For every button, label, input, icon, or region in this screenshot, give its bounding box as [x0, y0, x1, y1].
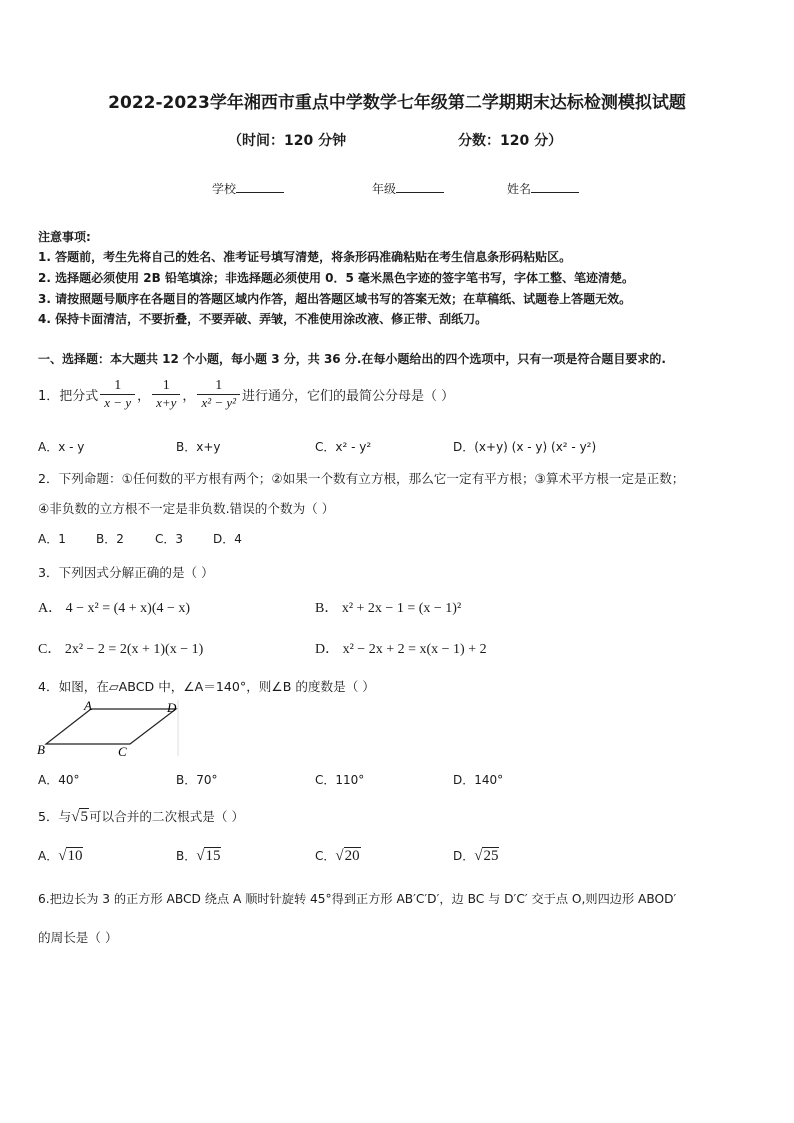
grade-field — [372, 180, 444, 197]
sqrt-expression: √5 — [71, 809, 88, 825]
vertex-label-c: C — [118, 744, 127, 759]
vertex-label-a: A — [84, 698, 92, 713]
q1-prefix: 1．把分式 — [38, 389, 99, 404]
school-blank[interactable] — [236, 180, 284, 193]
question-6-line1: 6.把边长为 3 的正方形 ABCD 绕点 A 顺时针旋转 45°得到正方形 AB′C′D′，边 BC 与 D′C′ 交于点 O,则四边形 ABOD′ — [38, 892, 677, 906]
q5-option-b[interactable]: B．√15 — [176, 848, 221, 864]
q1-option-b[interactable]: B．x+y — [176, 440, 221, 454]
q5-option-a[interactable]: A．√10 — [38, 848, 83, 864]
note-item: 2. 选择题必须使用 2B 铅笔填涂；非选择题必须使用 0．5 毫米黑色字迹的签字笔书写，字体工整、笔迹清楚。 — [38, 271, 634, 285]
section-heading: 一、选择题：本大题共 12 个小题，每小题 3 分，共 36 分.在每小题给出的四个选项中，只有一项是符合题目要求的. — [38, 352, 666, 366]
question-2-line1: 2．下列命题：①任何数的平方根有两个；②如果一个数有立方根，那么它一定有平方根；③算术平方根一定是正数； — [38, 471, 685, 486]
q4-option-b[interactable]: B．70° — [176, 773, 218, 787]
name-field — [507, 180, 579, 197]
q5-prefix: 5．与 — [38, 809, 72, 824]
q1-option-d[interactable]: D．(x+y) (x - y) (x² - y²) — [453, 440, 597, 454]
q3-option-b[interactable]: B． x² + 2x − 1 = (x − 1)² — [315, 601, 462, 616]
q1-option-a[interactable]: A．x - y — [38, 440, 85, 454]
school-field — [212, 180, 284, 197]
q2-option-d[interactable]: D．4 — [213, 532, 242, 546]
q3-option-a[interactable]: A． 4 − x² = (4 + x)(4 − x) — [38, 601, 191, 616]
q5-suffix: 可以合并的二次根式是（ ） — [88, 809, 245, 824]
name-blank[interactable] — [531, 180, 579, 193]
question-3-stem: 3．下列因式分解正确的是（ ） — [38, 565, 214, 580]
question-1-stem: 1．把分式 $\frac{1}{x - y}$ ， $\frac{1}{x+y}$ ， $\frac{1}{\text{x² − y²}}$ 进行通分，它们的最简公分母是（ ） — [38, 378, 455, 410]
q3-option-d[interactable]: D． x² − 2x + 2 = x(x − 1) + 2 — [315, 642, 487, 657]
q2-option-c[interactable]: C．3 — [155, 532, 184, 546]
note-item: 4. 保持卡面清洁，不要折叠，不要弄破、弄皱，不准使用涂改液、修正带、刮纸刀。 — [38, 312, 488, 326]
q4-option-a[interactable]: A．40° — [38, 773, 80, 787]
parallelogram-figure — [36, 698, 186, 760]
name-label: 姓名 — [507, 182, 532, 196]
q3-option-c[interactable]: C． 2x² − 2 = 2(x + 1)(x − 1) — [38, 642, 204, 657]
q1-suffix: 进行通分，它们的最简公分母是（ ） — [242, 389, 455, 404]
question-2-line2: ④非负数的立方根不一定是非负数.错误的个数为（ ） — [38, 501, 335, 516]
notes-heading: 注意事项: — [38, 230, 91, 244]
question-5-stem — [38, 806, 244, 826]
note-item: 1. 答题前，考生先将自己的姓名、准考证号填写清楚，将条形码准确粘贴在考生信息条形码粘贴区。 — [38, 250, 572, 264]
fraction-3: $\frac{1}{\text{x² − y²}}$ — [197, 378, 240, 411]
fraction-1: $\frac{1}{x - y}$ — [100, 378, 135, 411]
exam-time: （时间：120 分钟 — [228, 133, 347, 149]
fraction-2: $\frac{1}{x+y}$ — [152, 378, 180, 411]
q2-option-b[interactable]: B．2 — [96, 532, 124, 546]
grade-blank[interactable] — [396, 180, 444, 193]
note-item: 3. 请按照题号顺序在各题目的答题区域内作答，超出答题区域书写的答案无效；在草稿纸、试题卷上答题无效。 — [38, 292, 632, 306]
q2-option-a[interactable]: A．1 — [38, 532, 66, 546]
q1-option-c[interactable]: C．x² - y² — [315, 440, 372, 454]
grade-label: 年级 — [372, 182, 397, 196]
exam-title: 2022-2023学年湘西市重点中学数学七年级第二学期期末达标检测模拟试题 — [108, 93, 686, 113]
q4-option-c[interactable]: C．110° — [315, 773, 365, 787]
q5-option-d[interactable]: D．√25 — [453, 848, 499, 864]
q4-option-d[interactable]: D．140° — [453, 773, 504, 787]
vertex-label-b: B — [37, 742, 45, 757]
question-6-line2: 的周长是（ ） — [38, 930, 118, 945]
parallelogram-shape — [46, 709, 176, 744]
school-label: 学校 — [212, 182, 237, 196]
exam-score: 分数：120 分） — [458, 133, 563, 149]
q5-option-c[interactable]: C．√20 — [315, 848, 360, 864]
question-4-stem: 4．如图，在▱ABCD 中，∠A＝140°，则∠B 的度数是（ ） — [38, 679, 375, 694]
vertex-label-d: D — [167, 700, 177, 715]
